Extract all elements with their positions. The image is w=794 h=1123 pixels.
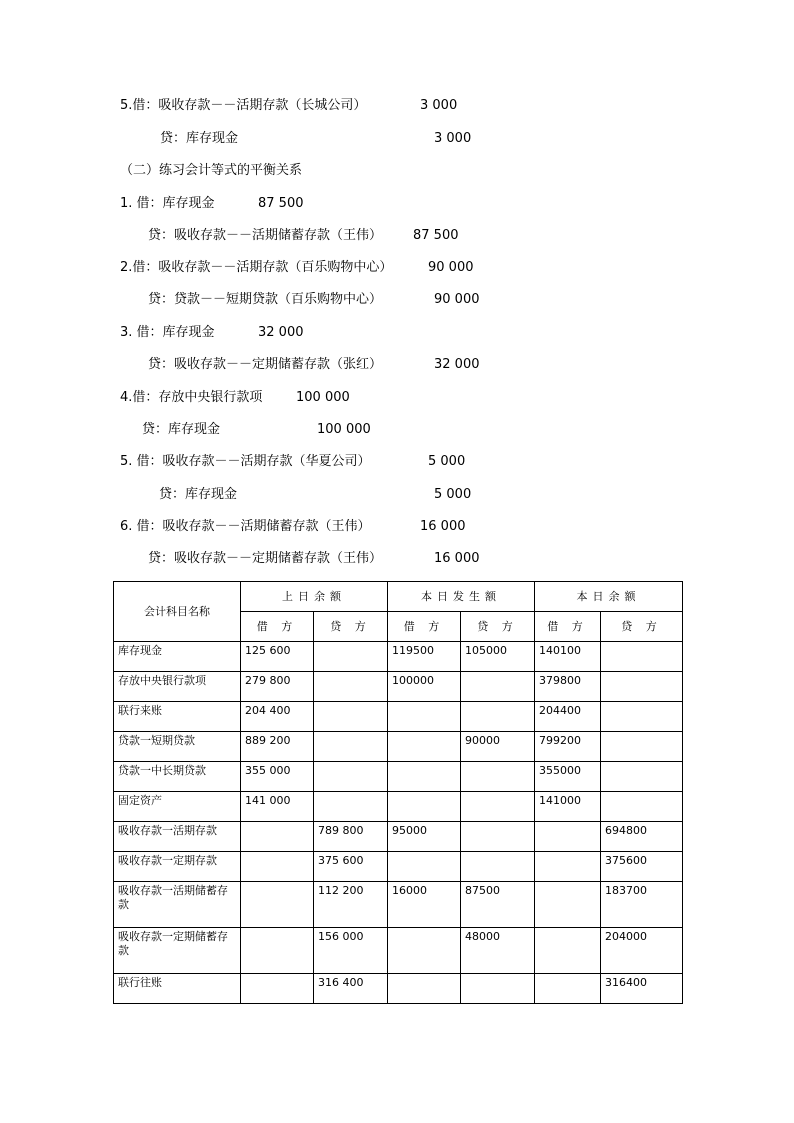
prev-debit-cell — [241, 822, 314, 852]
account-name-cell: 吸收存款一定期存款 — [114, 852, 241, 882]
entry-label: 4.借：存放中央银行款项 — [120, 390, 263, 405]
prev-debit-cell — [241, 852, 314, 882]
balance-credit-cell — [601, 762, 683, 792]
table-row — [114, 852, 683, 882]
prev-debit-cell: 125 600 — [241, 642, 314, 672]
prev-credit-cell: 375 600 — [314, 852, 388, 882]
account-name-cell: 贷款一中长期贷款 — [114, 762, 241, 792]
header-credit: 贷 方 — [461, 612, 535, 642]
today-credit-cell — [461, 852, 535, 882]
prev-debit-cell — [241, 882, 314, 928]
entry-amount: 100 000 — [317, 422, 371, 437]
balance-credit-cell — [601, 732, 683, 762]
section-title: （二）练习会计等式的平衡关系 — [120, 163, 303, 178]
prev-credit-cell: 789 800 — [314, 822, 388, 852]
entry-amount: 16 000 — [420, 519, 466, 534]
prev-credit-cell: 316 400 — [314, 974, 388, 1004]
today-debit-cell — [388, 928, 461, 974]
account-name-cell: 联行往账 — [114, 974, 241, 1004]
header-debit: 借 方 — [388, 612, 461, 642]
prev-debit-cell: 279 800 — [241, 672, 314, 702]
account-name-cell: 联行来账 — [114, 702, 241, 732]
entry-label: 贷：吸收存款－－定期储蓄存款（王伟） — [148, 551, 383, 566]
entry-amount: 3 000 — [434, 131, 472, 146]
today-credit-cell: 87500 — [461, 882, 535, 928]
entry-label: 贷：贷款－－短期贷款（百乐购物中心） — [148, 292, 383, 307]
today-debit-cell: 95000 — [388, 822, 461, 852]
entry-label: 贷：库存现金 — [160, 131, 239, 146]
today-debit-cell: 119500 — [388, 642, 461, 672]
table-row — [114, 642, 683, 672]
entry-amount: 90 000 — [434, 292, 480, 307]
entry-label: 贷：吸收存款－－定期储蓄存款（张红） — [148, 357, 383, 372]
header-today-activity: 本日发生额 — [388, 582, 535, 612]
today-credit-cell — [461, 974, 535, 1004]
header-prev-balance: 上日余额 — [241, 582, 388, 612]
today-debit-cell — [388, 762, 461, 792]
header-credit: 贷 方 — [601, 612, 683, 642]
entry-label: 5. 借：吸收存款－－活期存款（华夏公司） — [120, 454, 371, 469]
balance-debit-cell: 355000 — [535, 762, 601, 792]
balance-debit-cell — [535, 974, 601, 1004]
balance-credit-cell — [601, 672, 683, 702]
header-account-name: 会计科目名称 — [114, 582, 241, 642]
table-row — [114, 762, 683, 792]
header-credit: 贷 方 — [314, 612, 388, 642]
account-name-cell: 存放中央银行款项 — [114, 672, 241, 702]
prev-credit-cell — [314, 672, 388, 702]
table-row — [114, 822, 683, 852]
account-name-cell: 吸收存款一活期储蓄存款 — [114, 882, 241, 928]
balance-debit-cell: 140100 — [535, 642, 601, 672]
entry-amount: 87 500 — [258, 196, 304, 211]
table-row — [114, 882, 683, 928]
entry-label: 3. 借：库存现金 — [120, 325, 215, 340]
today-credit-cell: 90000 — [461, 732, 535, 762]
table-row — [114, 672, 683, 702]
balance-debit-cell: 799200 — [535, 732, 601, 762]
table-header-row — [114, 582, 683, 612]
prev-credit-cell — [314, 732, 388, 762]
today-credit-cell: 105000 — [461, 642, 535, 672]
entry-label: 贷：库存现金 — [159, 487, 238, 502]
prev-debit-cell — [241, 928, 314, 974]
prev-debit-cell — [241, 974, 314, 1004]
table-row — [114, 974, 683, 1004]
header-debit: 借 方 — [535, 612, 601, 642]
table-row — [114, 792, 683, 822]
account-name-cell: 吸收存款一定期储蓄存款 — [114, 928, 241, 974]
entry-label: 6. 借：吸收存款－－活期储蓄存款（王伟） — [120, 519, 371, 534]
today-credit-cell — [461, 762, 535, 792]
today-debit-cell — [388, 732, 461, 762]
entry-amount: 3 000 — [420, 98, 458, 113]
balance-credit-cell: 694800 — [601, 822, 683, 852]
entry-amount: 32 000 — [434, 357, 480, 372]
today-debit-cell — [388, 974, 461, 1004]
today-credit-cell — [461, 672, 535, 702]
balance-credit-cell — [601, 702, 683, 732]
table-row — [114, 702, 683, 732]
prev-debit-cell: 889 200 — [241, 732, 314, 762]
header-debit: 借 方 — [241, 612, 314, 642]
balance-credit-cell — [601, 792, 683, 822]
entry-label: 贷：吸收存款－－活期储蓄存款（王伟） — [148, 228, 383, 243]
entry-amount: 16 000 — [434, 551, 480, 566]
prev-credit-cell — [314, 702, 388, 732]
prev-credit-cell — [314, 792, 388, 822]
prev-debit-cell: 355 000 — [241, 762, 314, 792]
prev-debit-cell: 141 000 — [241, 792, 314, 822]
today-credit-cell — [461, 792, 535, 822]
prev-credit-cell: 112 200 — [314, 882, 388, 928]
entry-amount: 32 000 — [258, 325, 304, 340]
today-credit-cell — [461, 702, 535, 732]
prev-credit-cell: 156 000 — [314, 928, 388, 974]
balance-credit-cell: 183700 — [601, 882, 683, 928]
account-name-cell: 吸收存款一活期存款 — [114, 822, 241, 852]
balance-credit-cell: 375600 — [601, 852, 683, 882]
balance-credit-cell: 316400 — [601, 974, 683, 1004]
today-debit-cell: 16000 — [388, 882, 461, 928]
balance-debit-cell — [535, 928, 601, 974]
today-credit-cell — [461, 822, 535, 852]
entry-amount: 100 000 — [296, 390, 350, 405]
today-credit-cell: 48000 — [461, 928, 535, 974]
entry-amount: 5 000 — [434, 487, 472, 502]
table-row — [114, 732, 683, 762]
today-debit-cell — [388, 702, 461, 732]
balance-credit-cell — [601, 642, 683, 672]
balance-credit-cell: 204000 — [601, 928, 683, 974]
entry-amount: 90 000 — [428, 260, 474, 275]
entry-label: 5.借：吸收存款－－活期存款（长城公司） — [120, 98, 367, 113]
account-name-cell: 贷款一短期贷款 — [114, 732, 241, 762]
balance-table — [113, 581, 683, 1004]
balance-debit-cell: 141000 — [535, 792, 601, 822]
entry-label: 贷：库存现金 — [142, 422, 221, 437]
entry-amount: 87 500 — [413, 228, 459, 243]
prev-credit-cell — [314, 762, 388, 792]
entry-label: 1. 借：库存现金 — [120, 196, 215, 211]
account-name-cell: 固定资产 — [114, 792, 241, 822]
entry-label: 2.借：吸收存款－－活期存款（百乐购物中心） — [120, 260, 393, 275]
today-debit-cell: 100000 — [388, 672, 461, 702]
table-body — [114, 642, 683, 1004]
prev-credit-cell — [314, 642, 388, 672]
balance-debit-cell — [535, 822, 601, 852]
today-debit-cell — [388, 792, 461, 822]
entry-amount: 5 000 — [428, 454, 466, 469]
balance-debit-cell — [535, 882, 601, 928]
balance-debit-cell: 204400 — [535, 702, 601, 732]
today-debit-cell — [388, 852, 461, 882]
table-row — [114, 928, 683, 974]
balance-debit-cell — [535, 852, 601, 882]
account-name-cell: 库存现金 — [114, 642, 241, 672]
balance-debit-cell: 379800 — [535, 672, 601, 702]
prev-debit-cell: 204 400 — [241, 702, 314, 732]
header-today-balance: 本日余额 — [535, 582, 683, 612]
